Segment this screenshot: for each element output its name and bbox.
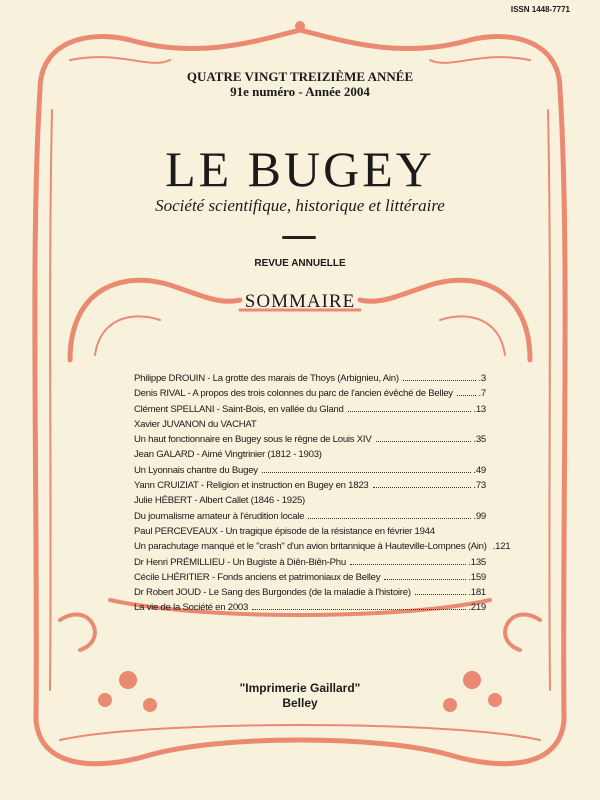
toc-text: Yann CRUIZIAT - Religion et instruction en Bugey en 1823 [134,480,369,492]
toc-entry [134,449,486,480]
toc-line [134,465,486,480]
toc-page-number: .99 [473,510,486,522]
dot-leader [308,518,471,519]
dot-leader [457,395,477,396]
revue-label: REVUE ANNUELLE [254,258,346,269]
dot-leader [403,380,477,381]
toc-text: Jean GALARD - Aimé Vingtrinier (1812 - 1903) [134,449,322,461]
toc-entry [134,572,486,587]
toc-text: Denis RIVAL - A propos des trois colonnes du parc de l'ancien évêché de Belley [134,388,453,400]
toc-page-number: .3 [478,373,486,384]
toc-page-number: .219 [468,602,486,614]
divider [282,236,316,239]
toc-text: Du journalisme amateur à l'érudition locale [134,510,305,522]
toc-page-number: .181 [468,587,486,599]
toc-entry [134,525,511,557]
toc-entry [134,419,486,450]
journal-subtitle: Société scientifique, historique et littéraire [155,196,445,215]
issue-line: 91e numéro - Année 2004 [230,84,370,99]
toc-entry [134,388,486,403]
toc-page-number: .35 [473,434,486,446]
toc-page-number: .13 [473,403,486,415]
toc-line [134,541,511,556]
toc-text: La vie de la Société en 2003 [134,602,249,614]
toc-text: Clément SPELLANI - Saint-Bois, en vallée du Gland [134,403,344,415]
toc-entry [134,404,486,419]
toc-text: Paul PERCEVEAUX - Un tragique épisode de la résistance en février 1944 [134,525,435,537]
toc-line [134,373,486,388]
dot-leader [376,441,472,442]
toc-line [134,587,486,602]
toc-line [134,404,486,419]
toc-page-number: .135 [468,556,486,568]
toc-line [134,388,486,403]
toc-page-number: .121 [492,541,511,553]
toc-page-number: .49 [473,464,486,476]
toc-line [134,511,486,526]
toc-text: Xavier JUVANON du VACHAT [134,418,257,430]
dot-leader [373,487,472,488]
dot-leader [350,564,466,565]
toc-line [134,434,486,449]
toc-text: Un haut fonctionnaire en Bugey sous le règne de Louis XIV [134,434,372,446]
toc-text: Un Lyonnais chantre du Bugey [134,464,258,476]
toc-text: Un parachutage manqué et le "crash" d'un avion britannique à Hauteville-Lompnes (Ain) [134,541,487,553]
toc-entry [134,480,486,495]
toc-text: Dr Henri PRÉMILLIEU - Un Bugiste à Diên-Biên-Phu [134,556,346,568]
toc-text: Julie HÉBERT - Albert Callet (1846 - 1925) [134,495,305,507]
toc-page-number: .159 [468,571,486,583]
issn-number: ISSN 1448-7771 [510,5,570,14]
toc-line [134,602,486,617]
dot-leader [384,579,466,580]
toc-line [134,557,486,572]
toc-page-number: .7 [478,388,486,400]
printer-imprint [0,681,600,711]
toc-text: Dr Robert JOUD - Le Sang des Burgondes (de la maladie à l'histoire) [134,587,411,599]
sommaire-heading: SOMMAIRE [244,291,356,312]
toc-line [134,480,486,495]
dot-leader [252,609,466,610]
toc-line [134,572,486,587]
toc-entry [134,602,486,617]
toc-line [134,526,486,541]
toc-entry [134,557,486,572]
toc-entry [134,587,486,602]
issue-header [0,69,600,99]
dot-leader [262,472,472,473]
dot-leader [348,411,472,412]
printer-name: "Imprimerie Gaillard" [239,681,361,695]
toc-line [134,495,486,510]
toc-page-number: .73 [473,480,486,492]
toc-line [134,449,486,464]
toc-text: Philippe DROUIN - La grotte des marais de Thoys (Arbignieu, Ain) [134,373,399,384]
toc-line [134,419,486,434]
year-line: QUATRE VINGT TREIZIÈME ANNÉE [186,69,414,84]
toc-text: Cécile LHÉRITIER - Fonds anciens et patrimoniaux de Belley [134,571,381,583]
dot-leader [415,594,467,595]
printer-city: Belley [282,696,318,710]
table-of-contents [134,373,511,618]
toc-entry [134,495,486,526]
toc-entry [134,373,486,388]
journal-title: LE BUGEY [165,141,435,197]
